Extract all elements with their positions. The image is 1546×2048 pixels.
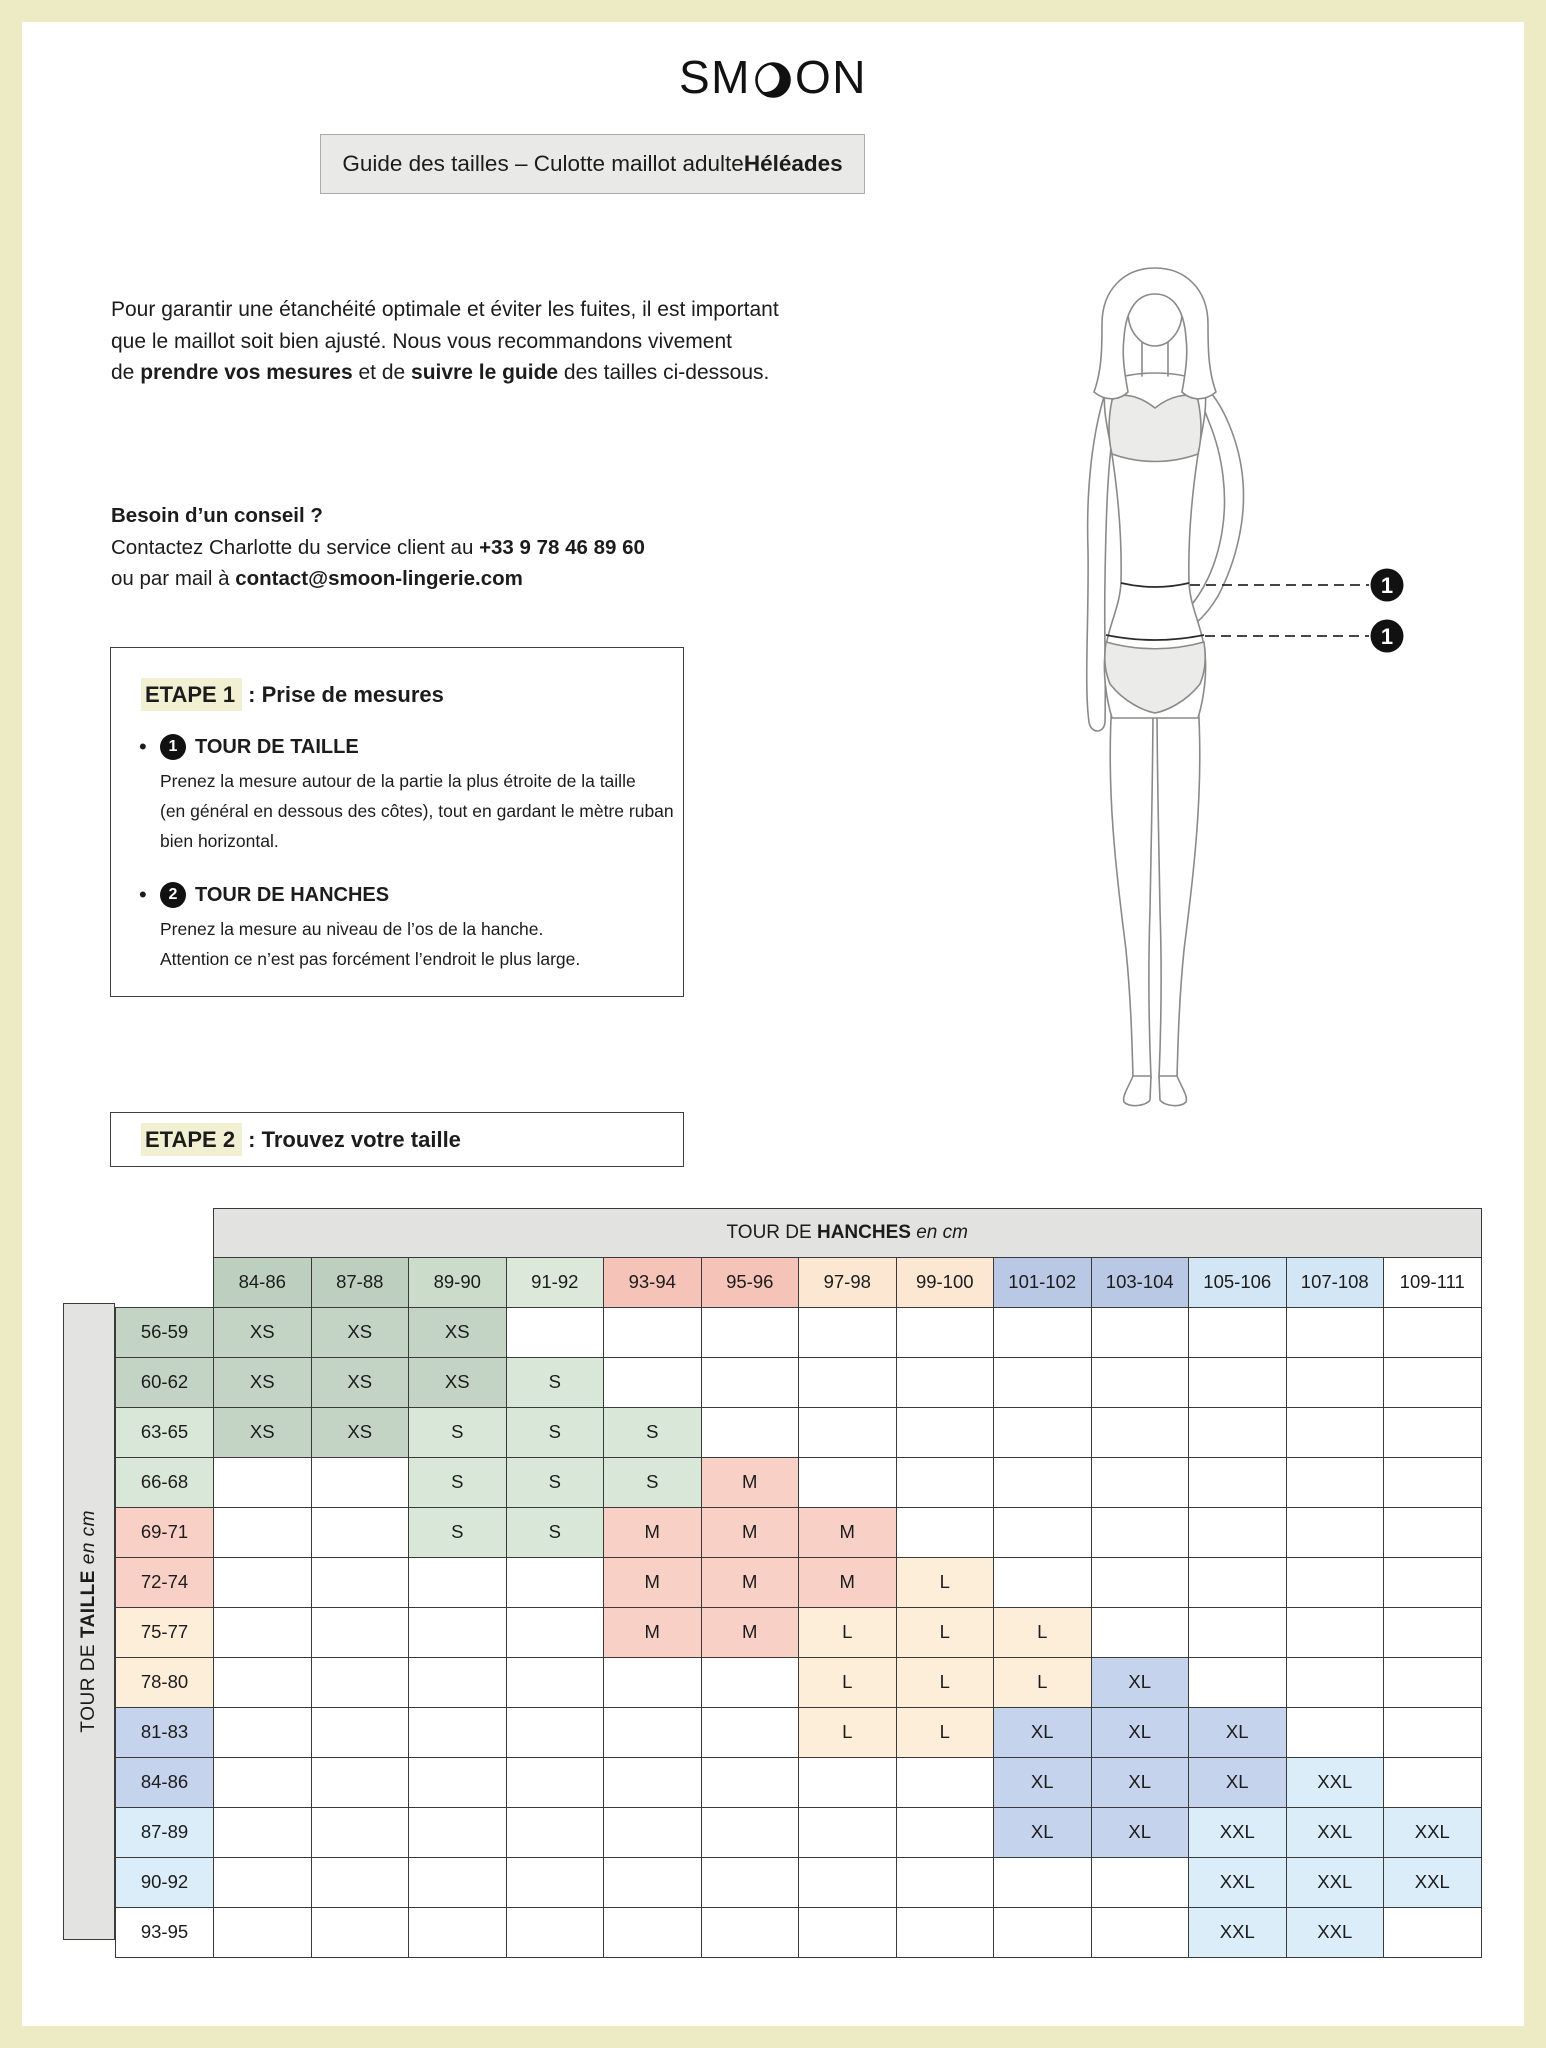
size-cell: XXL: [1189, 1807, 1287, 1857]
intro-line: que le maillot soit bien ajusté. Nous vous recommandons vivement: [111, 329, 732, 353]
empty-cell: [1384, 1407, 1482, 1457]
waist-measure-badge: [1371, 569, 1404, 602]
empty-cell: [409, 1607, 507, 1657]
size-cell: L: [799, 1707, 897, 1757]
empty-cell: [1189, 1407, 1287, 1457]
empty-cell: [604, 1907, 702, 1957]
taille-row-label: 63-65: [116, 1407, 214, 1457]
size-cell: XS: [311, 1307, 409, 1357]
size-cell: S: [604, 1407, 702, 1457]
empty-cell: [214, 1807, 312, 1857]
size-cell: XL: [994, 1757, 1092, 1807]
size-cell: XL: [1189, 1757, 1287, 1807]
table-row: [116, 1707, 1482, 1757]
size-cell: M: [701, 1507, 799, 1557]
body-figure-illustration: [990, 250, 1430, 1120]
taille-row-label: 78-80: [116, 1657, 214, 1707]
empty-cell: [409, 1657, 507, 1707]
taille-row-label: 81-83: [116, 1707, 214, 1757]
empty-cell: [994, 1507, 1092, 1557]
empty-cell: [214, 1507, 312, 1557]
empty-cell: [1384, 1707, 1482, 1757]
size-cell: XXL: [1384, 1857, 1482, 1907]
size-cell: XL: [994, 1707, 1092, 1757]
empty-cell: [1189, 1657, 1287, 1707]
etape1-title: [141, 682, 683, 708]
brand-text-left: SM: [679, 51, 751, 103]
empty-cell: [701, 1307, 799, 1357]
empty-cell: [1384, 1357, 1482, 1407]
empty-cell: [409, 1557, 507, 1607]
empty-cell: [1091, 1857, 1189, 1907]
etape1-box: [110, 647, 684, 997]
contact-phone: +33 9 78 46 89 60: [479, 535, 645, 559]
empty-cell: [799, 1457, 897, 1507]
hanches-label-bold: HANCHES: [816, 1222, 911, 1243]
table-row: [116, 1857, 1482, 1907]
empty-cell: [214, 1907, 312, 1957]
size-cell: XS: [409, 1357, 507, 1407]
empty-cell: [799, 1857, 897, 1907]
size-cell: M: [799, 1557, 897, 1607]
empty-cell: [311, 1557, 409, 1607]
empty-cell: [409, 1707, 507, 1757]
empty-cell: [214, 1857, 312, 1907]
size-cell: XXL: [1286, 1857, 1384, 1907]
number-1-badge-icon: 1: [160, 734, 186, 760]
empty-cell: [896, 1407, 994, 1457]
empty-cell: [896, 1307, 994, 1357]
hanches-col-header: 93-94: [604, 1258, 702, 1308]
page-title-product: Héléades: [743, 151, 843, 176]
number-2-badge-icon: 2: [160, 882, 186, 908]
intro-text: et de: [352, 361, 412, 384]
empty-cell: [896, 1857, 994, 1907]
empty-cell: [896, 1507, 994, 1557]
hanches-col-header: 105-106: [1189, 1258, 1287, 1308]
etape1-label: ETAPE 1: [141, 678, 242, 711]
table-row: [116, 1407, 1482, 1457]
empty-cell: [214, 1557, 312, 1607]
size-cell: XL: [994, 1807, 1092, 1857]
empty-cell: [604, 1857, 702, 1907]
taille-label-pre: TOUR DE: [78, 1638, 99, 1733]
measure-text-line: (en général en dessous des côtes), tout en gardant le mètre ruban: [160, 801, 674, 821]
empty-cell: [896, 1457, 994, 1507]
measure-item-text: [160, 766, 683, 856]
hanches-col-header: 99-100: [896, 1258, 994, 1308]
hanches-col-header: 107-108: [1286, 1258, 1384, 1308]
empty-cell: [506, 1657, 604, 1707]
empty-cell: [1091, 1407, 1189, 1457]
contact-email: contact@smoon-lingerie.com: [235, 567, 523, 590]
empty-cell: [214, 1707, 312, 1757]
empty-cell: [799, 1757, 897, 1807]
empty-cell: [1384, 1757, 1482, 1807]
empty-cell: [994, 1857, 1092, 1907]
intro-bold: suivre le guide: [411, 361, 559, 384]
size-cell: XL: [1189, 1707, 1287, 1757]
empty-cell: [506, 1707, 604, 1757]
empty-cell: [311, 1457, 409, 1507]
empty-cell: [1286, 1657, 1384, 1707]
etape2-title: [141, 1127, 461, 1153]
empty-cell: [1091, 1357, 1189, 1407]
hanches-label-pre: TOUR DE: [726, 1222, 817, 1243]
empty-cell: [799, 1907, 897, 1957]
size-cell: S: [409, 1507, 507, 1557]
table-corner-blank: [116, 1258, 214, 1308]
empty-cell: [1384, 1907, 1482, 1957]
empty-cell: [311, 1607, 409, 1657]
size-cell: XS: [311, 1407, 409, 1457]
empty-cell: [701, 1807, 799, 1857]
empty-cell: [214, 1607, 312, 1657]
empty-cell: [799, 1357, 897, 1407]
measure-item-text: [160, 914, 683, 974]
hanches-col-header: 103-104: [1091, 1258, 1189, 1308]
empty-cell: [896, 1807, 994, 1857]
empty-cell: [409, 1757, 507, 1807]
size-cell: M: [604, 1557, 702, 1607]
contact-heading: Besoin d’un conseil ?: [111, 504, 323, 527]
size-cell: XXL: [1286, 1807, 1384, 1857]
empty-cell: [409, 1807, 507, 1857]
hanches-col-header: 101-102: [994, 1258, 1092, 1308]
measure-item-taille: [139, 734, 683, 856]
etape1-separator: :: [242, 682, 262, 707]
table-row: [116, 1357, 1482, 1407]
size-cell: M: [799, 1507, 897, 1557]
hanches-col-header: 97-98: [799, 1258, 897, 1308]
taille-axis-label: [63, 1303, 115, 1940]
hanches-header-row: [116, 1209, 1482, 1258]
page-title: [320, 134, 865, 194]
taille-row-label: 66-68: [116, 1457, 214, 1507]
table-row: [116, 1657, 1482, 1707]
size-cell: XS: [311, 1357, 409, 1407]
empty-cell: [1286, 1457, 1384, 1507]
contact-phone-line: [111, 532, 645, 564]
empty-cell: [311, 1857, 409, 1907]
empty-cell: [311, 1807, 409, 1857]
empty-cell: [701, 1407, 799, 1457]
hanches-label-unit: en cm: [910, 1222, 968, 1243]
size-cell: S: [506, 1357, 604, 1407]
column-header-row: [116, 1258, 1482, 1308]
size-cell: S: [409, 1457, 507, 1507]
empty-cell: [1286, 1557, 1384, 1607]
empty-cell: [1384, 1507, 1482, 1557]
empty-cell: [799, 1407, 897, 1457]
table-row: [116, 1907, 1482, 1957]
measure-item-label: TOUR DE HANCHES: [195, 883, 390, 906]
etape1-title-text: Prise de mesures: [261, 682, 444, 707]
empty-cell: [701, 1907, 799, 1957]
empty-cell: [1286, 1707, 1384, 1757]
hanches-axis-label: [214, 1209, 1482, 1258]
measure-item-hanches: [139, 882, 683, 974]
size-cell: L: [994, 1657, 1092, 1707]
empty-cell: [214, 1657, 312, 1707]
etape2-label: ETAPE 2: [141, 1123, 242, 1156]
empty-cell: [1286, 1607, 1384, 1657]
empty-cell: [994, 1457, 1092, 1507]
empty-cell: [604, 1357, 702, 1407]
size-cell: S: [506, 1507, 604, 1557]
empty-cell: [1091, 1307, 1189, 1357]
size-cell: L: [896, 1607, 994, 1657]
table-row: [116, 1557, 1482, 1607]
empty-cell: [311, 1907, 409, 1957]
bullet-icon: •: [139, 734, 147, 759]
size-cell: XL: [1091, 1707, 1189, 1757]
etape2-box: [110, 1112, 684, 1167]
empty-cell: [1189, 1607, 1287, 1657]
empty-cell: [506, 1857, 604, 1907]
empty-cell: [1091, 1557, 1189, 1607]
empty-cell: [311, 1657, 409, 1707]
empty-cell: [1091, 1507, 1189, 1557]
size-cell: L: [896, 1707, 994, 1757]
empty-cell: [604, 1807, 702, 1857]
brand-text-right: ON: [795, 51, 867, 103]
intro-paragraph: [111, 294, 779, 389]
size-cell: M: [604, 1507, 702, 1557]
hanches-col-header: 84-86: [214, 1258, 312, 1308]
size-cell: L: [896, 1557, 994, 1607]
taille-row-label: 87-89: [116, 1807, 214, 1857]
hip-measure-badge: [1371, 620, 1404, 653]
hanches-col-header: 109-111: [1384, 1258, 1482, 1308]
empty-cell: [1286, 1407, 1384, 1457]
size-cell: L: [799, 1607, 897, 1657]
empty-cell: [1091, 1457, 1189, 1507]
taille-row-label: 56-59: [116, 1307, 214, 1357]
empty-cell: [1384, 1657, 1482, 1707]
measure-item-heading: [139, 734, 683, 760]
taille-row-label: 72-74: [116, 1557, 214, 1607]
taille-row-label: 75-77: [116, 1607, 214, 1657]
empty-cell: [506, 1557, 604, 1607]
contact-block: [111, 500, 645, 595]
contact-email-line: [111, 563, 645, 595]
empty-cell: [311, 1507, 409, 1557]
page-title-text: Guide des tailles – Culotte maillot adulte: [342, 151, 744, 176]
intro-line: Pour garantir une étanchéité optimale et éviter les fuites, il est important: [111, 298, 779, 321]
size-cell: M: [701, 1607, 799, 1657]
taille-row-label: 93-95: [116, 1907, 214, 1957]
empty-cell: [1189, 1557, 1287, 1607]
taille-row-label: 69-71: [116, 1507, 214, 1557]
empty-cell: [994, 1307, 1092, 1357]
svg-text:1: 1: [1380, 573, 1394, 598]
empty-cell: [311, 1707, 409, 1757]
taille-label-bold: TAILLE: [78, 1570, 99, 1639]
crescent-moon-icon: [753, 60, 793, 100]
table-row: [116, 1307, 1482, 1357]
empty-cell: [409, 1907, 507, 1957]
bullet-icon: •: [139, 882, 147, 907]
measure-text-line: Prenez la mesure au niveau de l’os de la hanche.: [160, 919, 544, 939]
size-table: [115, 1208, 1482, 1958]
taille-row-label: 90-92: [116, 1857, 214, 1907]
empty-cell: [701, 1857, 799, 1907]
table-row: [116, 1457, 1482, 1507]
empty-cell: [409, 1857, 507, 1907]
table-corner-blank: [116, 1209, 214, 1258]
empty-cell: [1091, 1907, 1189, 1957]
empty-cell: [604, 1307, 702, 1357]
empty-cell: [506, 1757, 604, 1807]
size-cell: M: [604, 1607, 702, 1657]
empty-cell: [1286, 1307, 1384, 1357]
etape2-title-text: Trouvez votre taille: [261, 1126, 461, 1152]
etape2-separator: :: [242, 1126, 262, 1152]
empty-cell: [1091, 1607, 1189, 1657]
empty-cell: [506, 1607, 604, 1657]
empty-cell: [701, 1707, 799, 1757]
size-cell: XL: [1091, 1757, 1189, 1807]
empty-cell: [1286, 1357, 1384, 1407]
empty-cell: [799, 1307, 897, 1357]
empty-cell: [214, 1757, 312, 1807]
size-cell: L: [896, 1657, 994, 1707]
empty-cell: [994, 1557, 1092, 1607]
table-row: [116, 1807, 1482, 1857]
table-row: [116, 1507, 1482, 1557]
table-row: [116, 1607, 1482, 1657]
size-cell: XXL: [1286, 1757, 1384, 1807]
size-cell: M: [701, 1457, 799, 1507]
intro-bold: prendre vos mesures: [140, 361, 353, 384]
empty-cell: [994, 1407, 1092, 1457]
empty-cell: [506, 1807, 604, 1857]
size-cell: XXL: [1384, 1807, 1482, 1857]
empty-cell: [604, 1707, 702, 1757]
empty-cell: [1189, 1307, 1287, 1357]
empty-cell: [214, 1457, 312, 1507]
intro-line: [111, 357, 779, 389]
empty-cell: [1286, 1507, 1384, 1557]
taille-axis-text: [78, 1510, 100, 1733]
hanches-col-header: 87-88: [311, 1258, 409, 1308]
size-cell: S: [409, 1407, 507, 1457]
size-cell: M: [701, 1557, 799, 1607]
size-cell: XS: [214, 1307, 312, 1357]
size-cell: XXL: [1189, 1907, 1287, 1957]
empty-cell: [701, 1357, 799, 1407]
size-cell: S: [506, 1407, 604, 1457]
size-cell: L: [799, 1657, 897, 1707]
size-cell: XXL: [1286, 1907, 1384, 1957]
contact-text: Contactez Charlotte du service client au: [111, 535, 480, 559]
size-cell: XS: [214, 1407, 312, 1457]
empty-cell: [799, 1807, 897, 1857]
taille-row-label: 60-62: [116, 1357, 214, 1407]
size-cell: S: [506, 1457, 604, 1507]
hanches-col-header: 91-92: [506, 1258, 604, 1308]
empty-cell: [1384, 1307, 1482, 1357]
empty-cell: [896, 1757, 994, 1807]
hanches-col-header: 89-90: [409, 1258, 507, 1308]
empty-cell: [604, 1757, 702, 1807]
empty-cell: [994, 1357, 1092, 1407]
empty-cell: [994, 1907, 1092, 1957]
measure-item-label: TOUR DE TAILLE: [195, 735, 359, 758]
intro-text: des tailles ci-dessous.: [558, 361, 770, 384]
size-cell: XL: [1091, 1807, 1189, 1857]
size-cell: XS: [214, 1357, 312, 1407]
empty-cell: [1189, 1457, 1287, 1507]
size-cell: L: [994, 1607, 1092, 1657]
size-cell: XL: [1091, 1657, 1189, 1707]
table-row: [116, 1757, 1482, 1807]
empty-cell: [1189, 1357, 1287, 1407]
empty-cell: [1189, 1507, 1287, 1557]
empty-cell: [1384, 1557, 1482, 1607]
measure-text-line: bien horizontal.: [160, 831, 279, 851]
empty-cell: [701, 1757, 799, 1807]
taille-row-label: 84-86: [116, 1757, 214, 1807]
empty-cell: [896, 1907, 994, 1957]
measure-item-heading: [139, 882, 683, 908]
brand-logo: [0, 50, 1546, 104]
contact-text: ou par mail à: [111, 567, 236, 590]
intro-text: de: [111, 361, 141, 384]
measure-text-line: Prenez la mesure autour de la partie la plus étroite de la taille: [160, 771, 636, 791]
empty-cell: [1384, 1457, 1482, 1507]
taille-label-unit: en cm: [78, 1510, 99, 1571]
measure-text-line: Attention ce n’est pas forcément l’endroit le plus large.: [160, 949, 581, 969]
hanches-col-header: 95-96: [701, 1258, 799, 1308]
size-cell: XXL: [1189, 1857, 1287, 1907]
empty-cell: [311, 1757, 409, 1807]
empty-cell: [1384, 1607, 1482, 1657]
empty-cell: [701, 1657, 799, 1707]
size-cell: S: [604, 1457, 702, 1507]
empty-cell: [896, 1357, 994, 1407]
size-cell: XS: [409, 1307, 507, 1357]
empty-cell: [604, 1657, 702, 1707]
empty-cell: [506, 1307, 604, 1357]
svg-text:1: 1: [1380, 624, 1394, 649]
empty-cell: [506, 1907, 604, 1957]
